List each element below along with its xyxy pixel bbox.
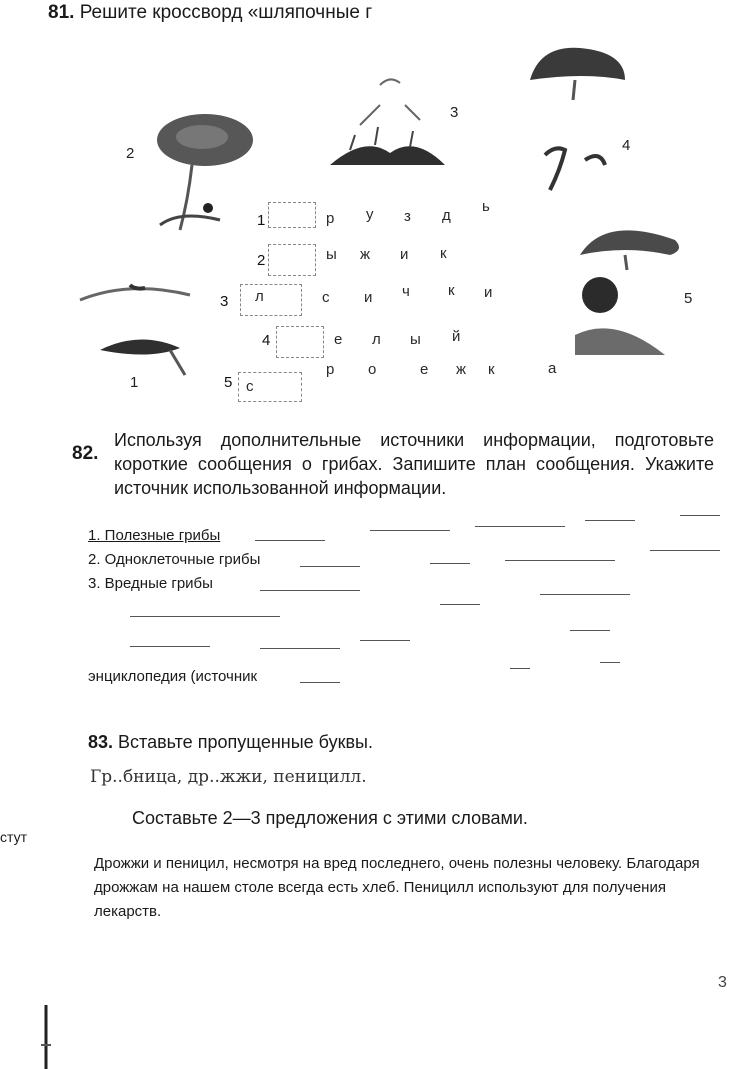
mushroom-number-2: 2: [126, 145, 135, 162]
crossword-letter: и: [484, 284, 493, 301]
crossword-letter: ж: [456, 361, 467, 378]
crossword-letter: ь: [482, 198, 490, 215]
crossword-letter: з: [404, 208, 411, 225]
mushroom-illustration-3: [320, 65, 450, 180]
crossword-letter: к: [488, 361, 495, 378]
mushroom-illustration-1: [70, 270, 210, 380]
crossword-letter: с: [246, 378, 254, 395]
crossword-row-number-5: 5: [224, 374, 233, 391]
crossword-letter: ы: [410, 331, 421, 348]
crossword-letter: й: [452, 328, 461, 345]
crossword-letter: а: [548, 360, 557, 377]
crossword-row-number-3: 3: [220, 293, 229, 310]
task-81-number: 81.: [48, 2, 75, 23]
crossword-letter: у: [366, 206, 374, 223]
crossword-letter: л: [372, 331, 381, 348]
crossword-letter: к: [440, 245, 447, 262]
crossword-letter: ы: [326, 246, 337, 263]
crossword-letter: е: [420, 361, 429, 378]
crossword-letter: с: [322, 289, 330, 306]
crossword-letter: и: [400, 246, 409, 263]
crossword-letter: д: [442, 207, 451, 224]
mushroom-number-5: 5: [684, 290, 693, 307]
crossword-letter: ч: [402, 283, 410, 300]
plan-item-3: 3. Вредные грибы: [88, 575, 213, 592]
crossword-letter: и: [364, 289, 373, 306]
mushroom-illustration-2: [140, 105, 260, 245]
crossword-row-number-2: 2: [257, 252, 266, 269]
task-83-answer: Дрожжи и пеницил, несмотря на вред последнего, очень полезны человеку. Благодаря дрожжам на нашем столе всегда есть хлеб. Пеницилл используют для получения лекарств.: [94, 855, 700, 920]
page-mark: 3: [718, 974, 727, 991]
crossword-letter: р: [326, 210, 335, 227]
crossword-row-number-4: 4: [262, 332, 271, 349]
task-83-title: Вставьте пропущенные буквы.: [118, 732, 373, 752]
plan-item-2: 2. Одноклеточные грибы: [88, 551, 261, 568]
task-82-text: Используя дополнительные источники информации, подготовьте короткие сообщения о грибах. Запишите план сообщения. Укажите источник использованной информации.: [114, 430, 714, 498]
plan-item-1: 1. Полезные грибы: [88, 527, 221, 544]
source-label: энциклопедия (источник: [88, 668, 258, 685]
margin-fragment: стут: [0, 829, 27, 845]
crossword-letter: ж: [360, 246, 371, 263]
crossword-letter: р: [326, 361, 335, 378]
crossword-row-number-1: 1: [257, 212, 266, 229]
task-81-heading: [48, 2, 448, 24]
task-83-instruction: Составьте 2—3 предложения с этими словами.: [132, 808, 528, 828]
mushroom-illustration-4: [525, 40, 635, 200]
mushroom-number-1: 1: [130, 374, 139, 391]
mushroom-number-4: 4: [622, 137, 631, 154]
crossword-letter: к: [448, 282, 455, 299]
task-82-number: 82.: [72, 443, 99, 464]
mushroom-number-3: 3: [450, 104, 459, 121]
mushroom-illustration-5: [575, 215, 693, 365]
task-81-title: Решите кроссворд «шляпочные г: [79, 2, 373, 23]
task-83-heading: [88, 732, 373, 753]
task-83-words: Гр..бница, др..жжи, пеницилл.: [90, 767, 367, 787]
crossword-letter: е: [334, 331, 343, 348]
crossword-letter: л: [255, 288, 264, 305]
task-83-number: 83.: [88, 732, 114, 752]
crossword-letter: о: [368, 361, 377, 378]
binding-mark: [38, 1005, 58, 1069]
